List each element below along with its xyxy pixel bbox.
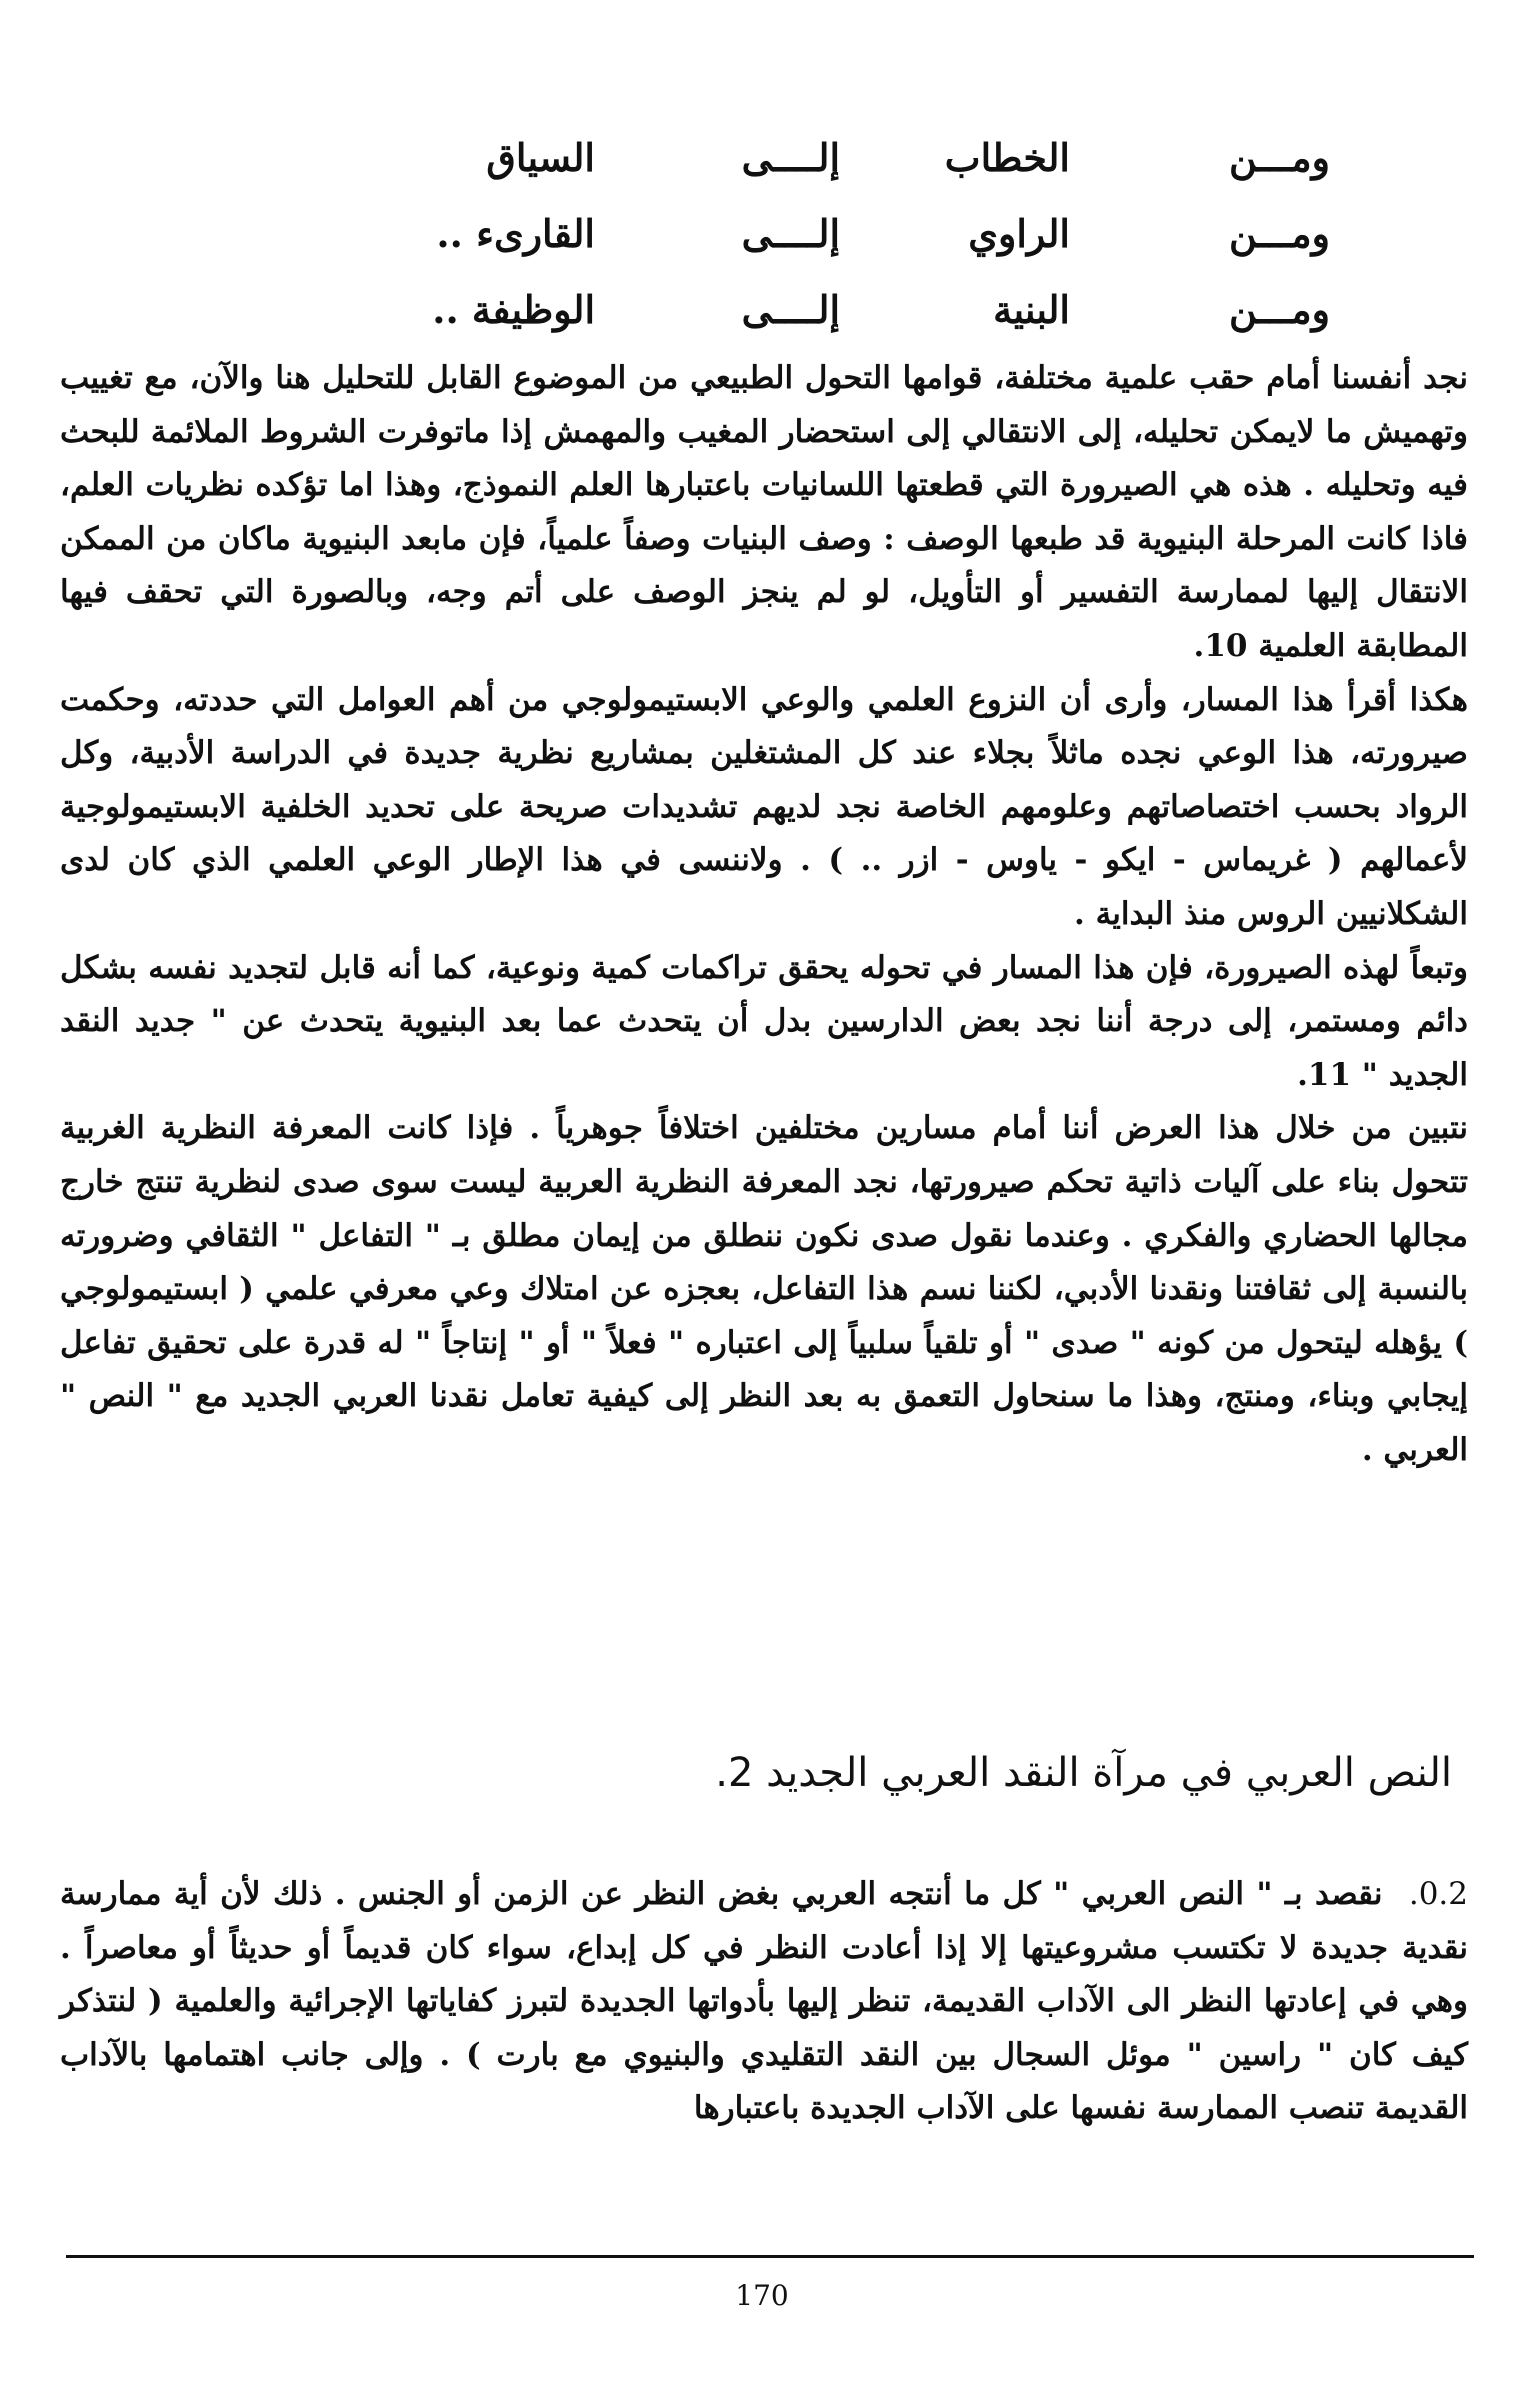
paragraph: هكذا أقرأ هذا المسار، وأرى أن النزوع العلمي والوعي الابستيمولوجي من أهم العوامل التي حددته، وحكمت صيرورته، هذا الوعي نجده ماثلاً بجلاء عند كل المشتغلين بمشاريع نظرية جديدة في الدراسة الأدبية، وكل الرواد بحسب اختصاصاتهم وعلومهم الخاصة نجد لديهم تشديدات صريحة على تحديد الخلفية الابستيمولوجية لأعمالهم ( غريماس - ايكو - ياوس - ازر .. ) . ولاننسى في هذا الإطار الوعي العلمي الذي كان لدى الشكلانيين الروس منذ البداية . [60,681,1468,932]
target-term: القارىء .. [436,211,595,256]
target-term: الوظيفة .. [432,287,595,332]
from-word: ومـــن [1228,211,1330,256]
section-title: النص العربي في مرآة النقد العربي الجديد [766,1750,1452,1796]
to-word: إلــــى [741,211,840,256]
source-term: البنية [993,287,1070,332]
paragraph: نتبين من خلال هذا العرض أننا أمام مسارين مختلفين اختلافاً جوهرياً . فإذا كانت المعرفة النظرية الغربية تتحول بناء على آليات ذاتية تحكم صيرورتها، نجد المعرفة النظرية العربية ليست سوى صدى لنظرية تنتج خارج مجالها الحضاري والفكري . وعندما نقول صدى نكون ننطلق من إيمان مطلق بـ " التفاعل " الثقافي وضرورته بالنسبة إلى ثقافتنا ونقدنا الأدبي، لكننا نسم هذا التفاعل، بعجزه عن امتلاك وعي معرفي علمي ( ابستيمولوجي ) يؤهله ليتحول من كونه " صدى " أو تلقياً سلبياً إلى اعتباره " فعلاً " أو " إنتاجاً " له قدرة على تحقيق تفاعل إيجابي وبناء، ومنتج، وهذا ما سنحاول التعمق به بعد النظر إلى كيفية تعامل نقدنا العربي الجديد مع " النص " العربي . [60,1110,1468,1468]
transition-row [350,120,1330,196]
paragraph-number: 0.2. [1408,1876,1468,1912]
footer-divider [66,2255,1474,2258]
transition-row [350,272,1330,348]
transition-table [350,120,1330,348]
to-word: إلــــى [741,135,840,180]
main-body-text [60,352,1468,1477]
target-term: السياق [486,135,595,180]
from-word: ومـــن [1228,135,1330,180]
page-number: 170 [735,2279,789,2312]
to-word: إلــــى [741,287,840,332]
section-body-text [60,1868,1468,2136]
paragraph-text: نقصد بـ " النص العربي " كل ما أنتجه العربي بغض النظر عن الزمن أو الجنس . ذلك لأن أية ممارسة نقدية جديدة لا تكتسب مشروعيتها إلا إذا أعادت النظر في كل إبداع، سواء كان قديماً أو حديثاً أو معاصراً . وهي في إعادتها النظر الى الآداب القديمة، تنظر إليها بأدواتها الجديدة لتبرز كفاياتها الإجرائية والعلمية ( لنتذكر كيف كان " راسين " موئل السجال بين النقد التقليدي والبنيوي مع بارت ) . وإلى جانب اهتمامها بالآداب القديمة تنصب الممارسة نفسها على الآداب الجديدة باعتبارها [60,1876,1468,2127]
paragraph: وتبعاً لهذه الصيرورة، فإن هذا المسار في تحوله يحقق تراكمات كمية ونوعية، كما أنه قابل لتجديد نفسه بشكل دائم ومستمر، إلى درجة أننا نجد بعض الدارسين بدل أن يتحدث عما بعد البنيوية يتحدث عن " جديد النقد الجديد " 11. [60,949,1468,1093]
section-number: 2. [715,1750,754,1796]
section-heading [352,1738,1452,1808]
source-term: الراوي [968,211,1070,256]
transition-row [350,196,1330,272]
paragraph: نجد أنفسنا أمام حقب علمية مختلفة، قوامها التحول الطبيعي من الموضوع القابل للتحليل هنا والآن، مع تغييب وتهميش ما لايمكن تحليله، إلى الانتقالي إلى استحضار المغيب والمهمش إذا ماتوفرت الشروط الملائمة للبحث فيه وتحليله . هذه هي الصيرورة التي قطعتها اللسانيات باعتبارها العلم النموذج، وهذا اما تؤكده نظريات العلم، فاذا كانت المرحلة البنيوية قد طبعها الوصف : وصف البنيات وصفاً علمياً، فإن مابعد البنيوية ماكان من الممكن الانتقال إليها لممارسة التفسير أو التأويل، لو لم ينجز الوصف على أتم وجه، وبالصورة التي تحقف فيها المطابقة العلمية 10. [60,360,1468,664]
source-term: الخطاب [944,135,1070,180]
from-word: ومـــن [1228,287,1330,332]
paragraph [60,1868,1468,2136]
